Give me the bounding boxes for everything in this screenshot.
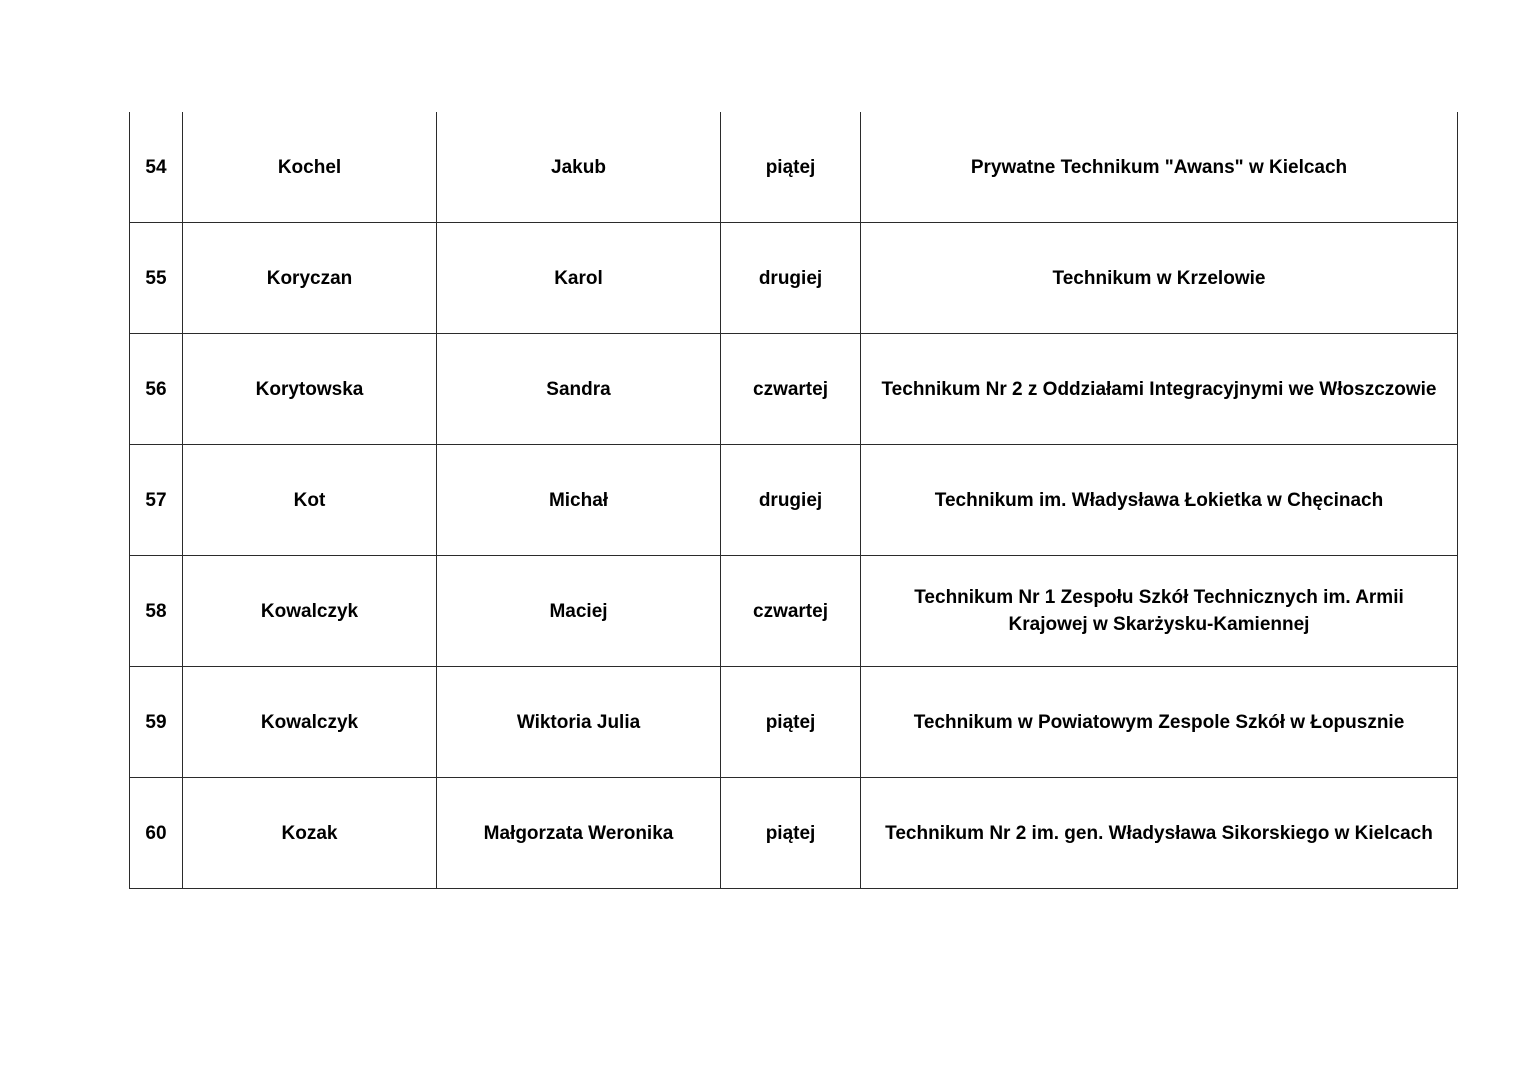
surname-cell: Kot [183, 445, 437, 556]
first-name-cell: Maciej [437, 556, 721, 667]
row-number-cell: 57 [130, 445, 183, 556]
row-number-cell: 59 [130, 667, 183, 778]
table-row [130, 667, 1458, 778]
row-number-cell: 55 [130, 223, 183, 334]
class-cell: drugiej [721, 445, 861, 556]
table-row [130, 778, 1458, 889]
school-cell: Technikum Nr 1 Zespołu Szkół Technicznych im. Armii Krajowej w Skarżysku-Kamiennej [861, 556, 1458, 667]
surname-cell: Kowalczyk [183, 667, 437, 778]
first-name-cell: Małgorzata Weronika [437, 778, 721, 889]
first-name-cell: Karol [437, 223, 721, 334]
surname-cell: Korytowska [183, 334, 437, 445]
school-cell: Technikum w Powiatowym Zespole Szkół w Łopusznie [861, 667, 1458, 778]
table-row [130, 112, 1458, 223]
table-row [130, 445, 1458, 556]
school-cell: Technikum im. Władysława Łokietka w Chęcinach [861, 445, 1458, 556]
school-cell: Technikum Nr 2 z Oddziałami Integracyjnymi we Włoszczowie [861, 334, 1458, 445]
row-number-cell: 56 [130, 334, 183, 445]
class-cell: piątej [721, 778, 861, 889]
surname-cell: Kochel [183, 112, 437, 223]
table-row [130, 223, 1458, 334]
table-row [130, 334, 1458, 445]
row-number-cell: 60 [130, 778, 183, 889]
class-cell: czwartej [721, 334, 861, 445]
school-cell: Technikum w Krzelowie [861, 223, 1458, 334]
surname-cell: Kozak [183, 778, 437, 889]
surname-cell: Koryczan [183, 223, 437, 334]
first-name-cell: Michał [437, 445, 721, 556]
class-cell: czwartej [721, 556, 861, 667]
first-name-cell: Jakub [437, 112, 721, 223]
school-cell: Technikum Nr 2 im. gen. Władysława Sikorskiego w Kielcach [861, 778, 1458, 889]
class-cell: piątej [721, 667, 861, 778]
results-table [129, 112, 1458, 889]
row-number-cell: 58 [130, 556, 183, 667]
row-number-cell: 54 [130, 112, 183, 223]
table-row [130, 556, 1458, 667]
class-cell: piątej [721, 112, 861, 223]
school-cell: Prywatne Technikum "Awans" w Kielcach [861, 112, 1458, 223]
first-name-cell: Wiktoria Julia [437, 667, 721, 778]
surname-cell: Kowalczyk [183, 556, 437, 667]
first-name-cell: Sandra [437, 334, 721, 445]
class-cell: drugiej [721, 223, 861, 334]
results-table-body [130, 112, 1458, 889]
